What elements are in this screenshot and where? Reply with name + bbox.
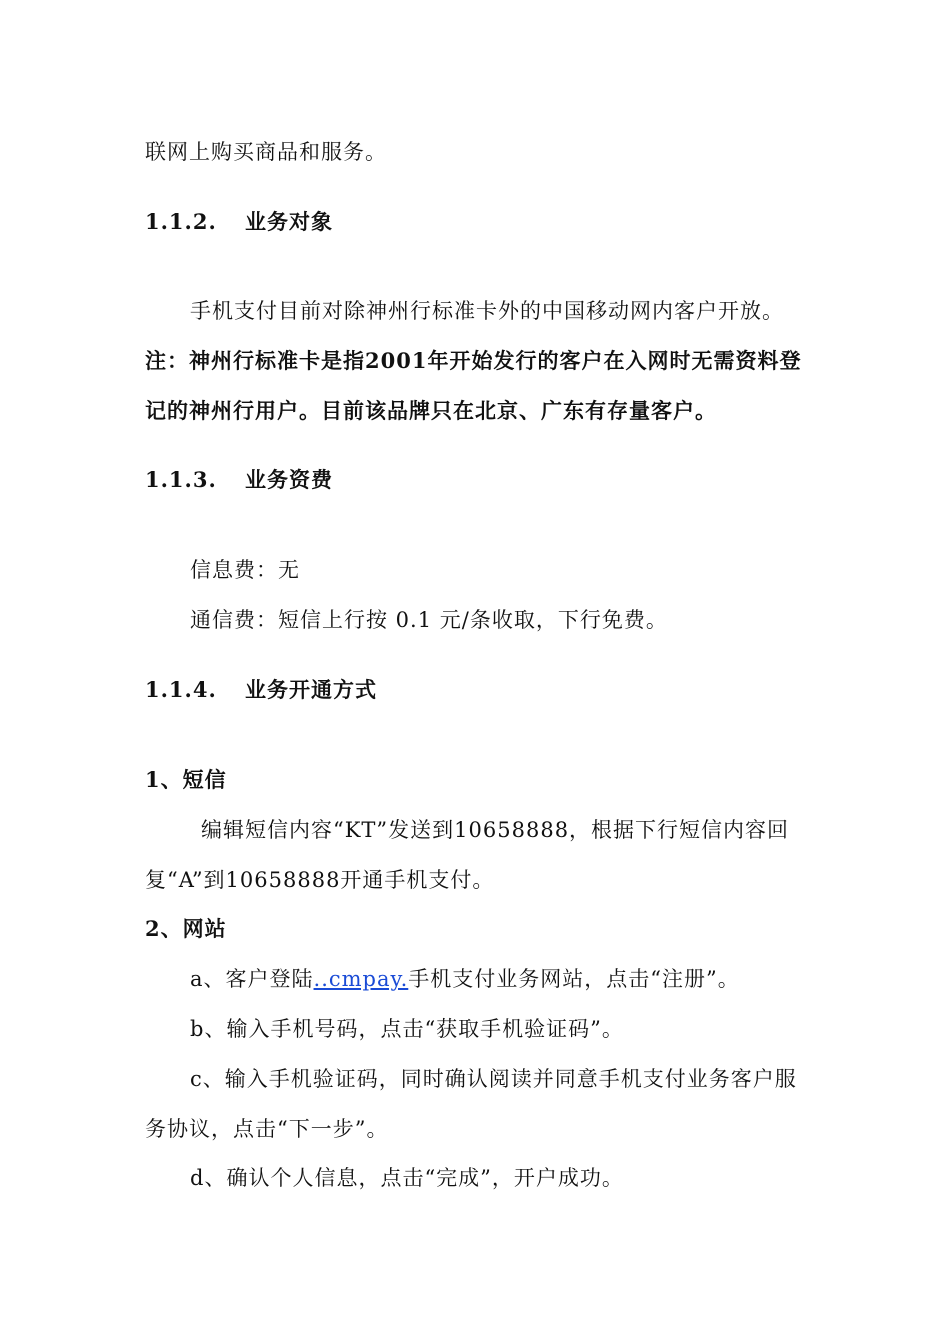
section-heading-activation-methods bbox=[145, 676, 377, 704]
info-fee-text: 信息费：无 bbox=[190, 558, 300, 582]
section-title: 业务开通方式 bbox=[245, 677, 377, 702]
section-heading-business-target bbox=[145, 208, 333, 236]
section-heading-business-fees bbox=[145, 466, 333, 494]
section-number: 1.1.4. bbox=[145, 677, 217, 702]
sms-line-1: 编辑短信内容“KT”发送到10658888，根据下行短信内容回 bbox=[201, 818, 790, 842]
section-number: 1.1.2. bbox=[145, 209, 217, 234]
step-a-suffix: 手机支付业务网站，点击“注册”。 bbox=[408, 967, 740, 991]
step-c-line-2: 务协议，点击“下一步”。 bbox=[145, 1117, 389, 1141]
sms-line-2: 复“A”到10658888开通手机支付。 bbox=[145, 868, 495, 892]
step-d-line: d、确认个人信息，点击“完成”，开户成功。 bbox=[190, 1166, 624, 1190]
step-a-prefix: a、客户登陆 bbox=[190, 967, 314, 991]
cmpay-website-link[interactable]: ..cmpay. bbox=[313, 967, 409, 991]
comm-fee-text: 通信费：短信上行按 0.1 元/条收取，下行免费。 bbox=[190, 608, 668, 632]
section-number: 1.1.3. bbox=[145, 467, 217, 492]
step-a-line bbox=[190, 965, 740, 993]
section-title: 业务对象 bbox=[245, 209, 333, 234]
sms-heading: 1、短信 bbox=[145, 767, 227, 792]
step-b-line: b、输入手机号码，点击“获取手机验证码”。 bbox=[190, 1017, 624, 1041]
note-line-1: 注：神州行标准卡是指2001年开始发行的客户在入网时无需资料登 bbox=[145, 348, 802, 373]
target-paragraph: 手机支付目前对除神州行标准卡外的中国移动网内客户开放。 bbox=[190, 299, 784, 323]
step-c-line-1: c、输入手机验证码，同时确认阅读并同意手机支付业务客户服 bbox=[190, 1067, 797, 1091]
intro-tail-text: 联网上购买商品和服务。 bbox=[145, 140, 387, 164]
web-heading: 2、网站 bbox=[145, 916, 227, 941]
note-line-2: 记的神州行用户。目前该品牌只在北京、广东有存量客户。 bbox=[145, 398, 717, 423]
section-title: 业务资费 bbox=[245, 467, 333, 492]
